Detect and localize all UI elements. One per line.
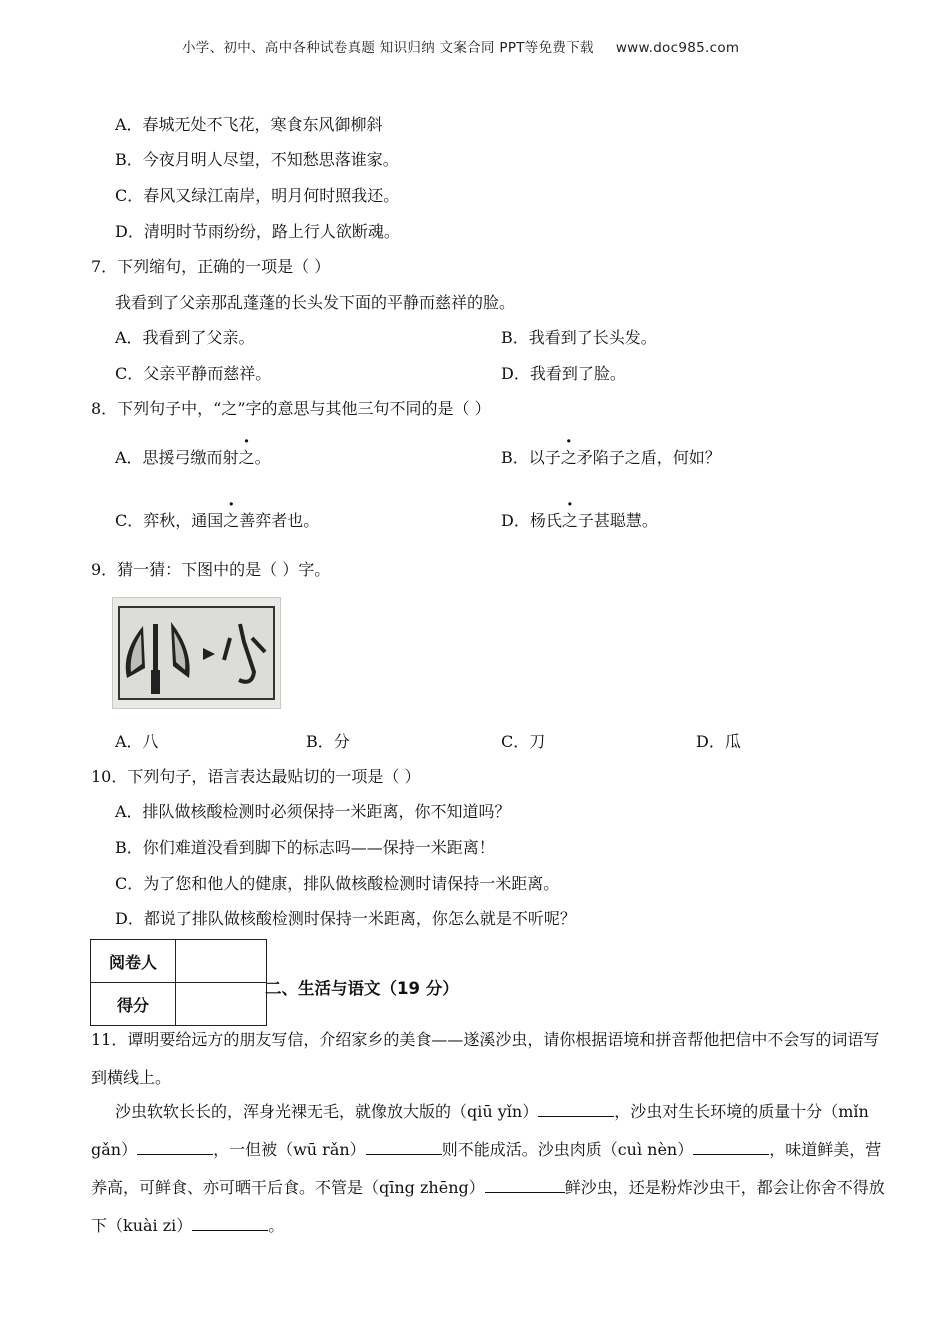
score-table bbox=[90, 939, 267, 1026]
reviewer-cell[interactable] bbox=[176, 940, 267, 983]
q6-option-d: D．清明时节雨纷纷，路上行人欲断魂。 bbox=[115, 222, 400, 241]
section-title: 二、生活与语文（19 分） bbox=[265, 979, 459, 998]
page-header bbox=[182, 36, 739, 56]
q10-option-a: A．排队做核酸检测时必须保持一米距离，你不知道吗？ bbox=[115, 802, 511, 821]
q9-stem: 9．猜一猜：下图中的是（ ）字。 bbox=[91, 560, 331, 579]
q6-option-c: C．春风又绿江南岸，明月何时照我还。 bbox=[115, 186, 400, 205]
score-cell[interactable] bbox=[176, 983, 267, 1026]
header-text: 小学、初中、高中各种试卷真题 知识归纳 文案合同 PPT等免费下载 bbox=[182, 40, 594, 56]
q7-stem: 7．下列缩句，正确的一项是（ ） bbox=[91, 257, 331, 276]
header-url[interactable]: www.doc985.com bbox=[615, 40, 740, 56]
blank-qingzheng[interactable] bbox=[485, 1178, 565, 1193]
q7-option-b: B．我看到了长头发。 bbox=[501, 328, 657, 347]
q7-option-d: D．我看到了脸。 bbox=[501, 364, 626, 383]
q7-option-a: A．我看到了父亲。 bbox=[115, 328, 255, 347]
blank-wuran[interactable] bbox=[366, 1140, 442, 1155]
q10-stem: 10．下列句子，语言表达最贴切的一项是（ ） bbox=[91, 767, 421, 786]
q8-option-d: D．杨氏之子甚聪慧。 bbox=[501, 511, 658, 530]
blank-mingan[interactable] bbox=[137, 1140, 213, 1155]
q9-option-c: C．刀 bbox=[501, 732, 546, 751]
q7-option-c: C．父亲平静而慈祥。 bbox=[115, 364, 272, 383]
q8-option-c: C．弈秋，通国之善弈者也。 bbox=[115, 511, 320, 530]
q9-option-d: D．瓜 bbox=[696, 732, 741, 751]
blank-kuaizi[interactable] bbox=[192, 1216, 268, 1231]
score-label: 得分 bbox=[91, 983, 176, 1026]
q10-option-c: C．为了您和他人的健康，排队做核酸检测时请保持一米距离。 bbox=[115, 874, 560, 893]
q11-stem: 11．谭明要给远方的朋友写信，介绍家乡的美食——遂溪沙虫，请你根据语境和拼音帮他把信中不会写的词语写到横线上。 bbox=[91, 1030, 880, 1087]
blank-qiuyin[interactable] bbox=[538, 1102, 614, 1117]
blank-cuinen[interactable] bbox=[693, 1140, 769, 1155]
q6-option-b: B．今夜月明人尽望，不知愁思落谁家。 bbox=[115, 150, 399, 169]
q8-option-a: A．思援弓缴而射之。 bbox=[115, 448, 271, 467]
q8-stem: 8．下列句子中，“之”字的意思与其他三句不同的是（ ） bbox=[91, 399, 491, 418]
q7-sentence: 我看到了父亲那乱蓬蓬的长头发下面的平静而慈祥的脸。 bbox=[115, 293, 516, 312]
reviewer-label: 阅卷人 bbox=[91, 940, 176, 983]
q10-option-d: D．都说了排队做核酸检测时保持一米距离，你怎么就是不听呢？ bbox=[115, 909, 576, 928]
q6-option-a: A．春城无处不飞花，寒食东风御柳斜 bbox=[115, 115, 383, 134]
character-riddle-image bbox=[112, 597, 281, 709]
q9-option-b: B．分 bbox=[306, 732, 350, 751]
q8-option-b: B．以子之矛陷子之盾，何如？ bbox=[501, 448, 721, 467]
q10-option-b: B．你们难道没看到脚下的标志吗——保持一米距离！ bbox=[115, 838, 495, 857]
q9-option-a: A．八 bbox=[115, 732, 159, 751]
q11-passage: 沙虫软软长长的，浑身光裸无毛，就像放大版的（qiū yǐn） ，沙虫对生长环境的质量十分（mǐn gǎn） ，一但被（wū rǎn） 则不能成活。沙虫肉质（cuì nèn） ，味道鲜美，营养高，可鲜食、亦可晒干后食。不管是（qīng zhēng） 鲜沙虫，还是粉炸沙虫干，都会让你舍不得放下（kuài zi） 。 bbox=[91, 1102, 885, 1235]
